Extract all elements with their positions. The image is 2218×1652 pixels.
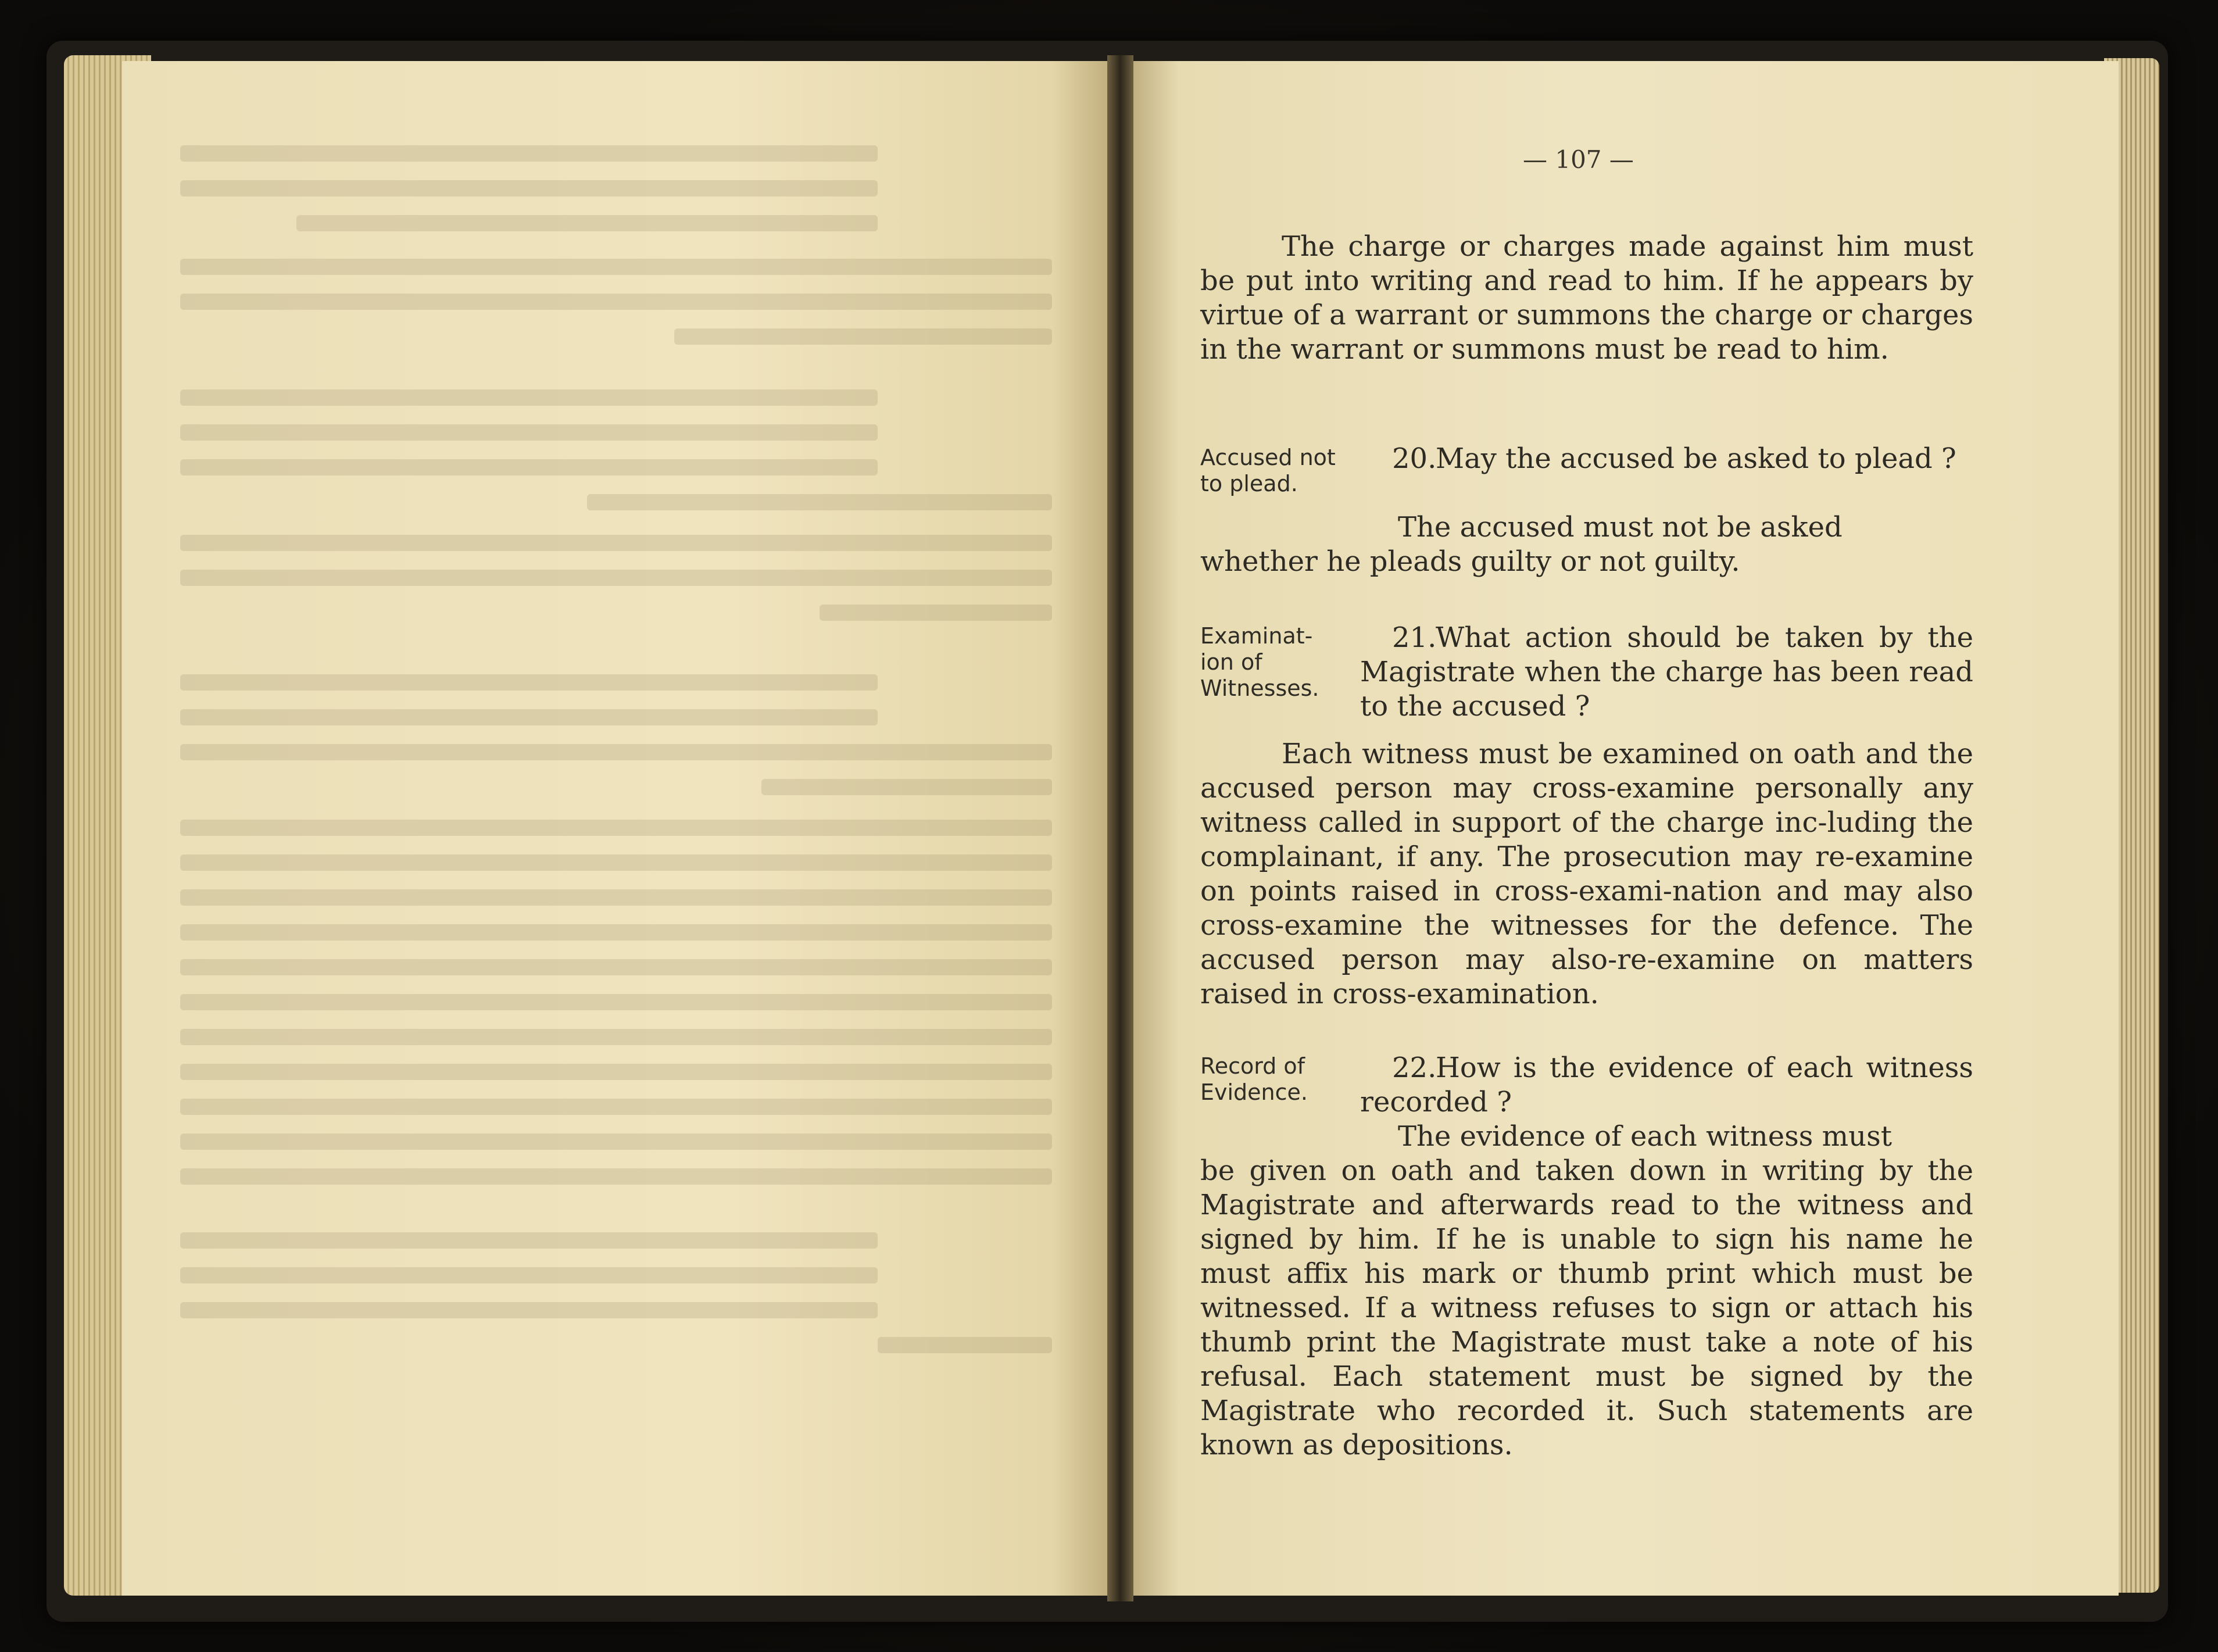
question-22 [1360,1051,1973,1120]
margin-note-examination-of-witnesses: Examinat-ion of Witnesses. [1200,623,1319,701]
question-text: What action should be taken by the Magistrate when the charge has been read to the accused ? [1360,621,1973,723]
answer-21: Each witness must be examined on oath and the accused person may cross-examine personally any witness called in support of the charge inc-luding the complainant, if any. The prosecution may re-examine on points raised in cross-exami-nation and may also cross-examine the witnesses for the defence. The accused person may also-re-examine on matters raised in cross-examination. [1200,738,1973,1010]
question-text: May the accused be asked to plead ? [1436,442,1956,475]
answer-lead: The evidence of each witness must [1398,1120,1892,1153]
answer-rest: whether he pleads guilty or not guilty. [1200,545,1740,578]
answer-rest: be given on oath and taken down in writing by the Magistrate and afterwards read to the witness and signed by him. If he is unable to sign his name he must affix his mark or thumb print which must be witnessed. If a witness refuses to sign or attach his thumb print the Magistrate must take a note of his refusal. Each statement must be signed by the Magistrate who recorded it. Such statements are known as depositions. [1200,1154,1973,1461]
question-number: 20. [1392,442,1437,475]
book-spine [1107,55,1133,1601]
answer-20 [1200,510,1973,579]
question-number: 21. [1392,621,1437,654]
show-through-lines [145,134,1052,1442]
margin-note-record-of-evidence: Record of Evidence. [1200,1053,1308,1105]
margin-note-accused-not-to-plead: Accused not to plead. [1200,445,1336,496]
answer-lead: The accused must not be asked [1398,511,1843,543]
question-21 [1360,621,1973,724]
question-number: 22. [1392,1052,1437,1084]
page-number: — 107 — [1523,145,1634,174]
question-20 [1360,442,1973,476]
answer-22 [1200,1120,1973,1463]
opening-paragraph: The charge or charges made against him must be put into writing and read to him. If he appears by virtue of a warrant or summons the charge or charges in the warrant or summons must be read to him. [1200,230,1973,366]
question-text: How is the evidence of each witness recorded ? [1360,1052,1973,1118]
show-through-texture [145,134,1052,1453]
